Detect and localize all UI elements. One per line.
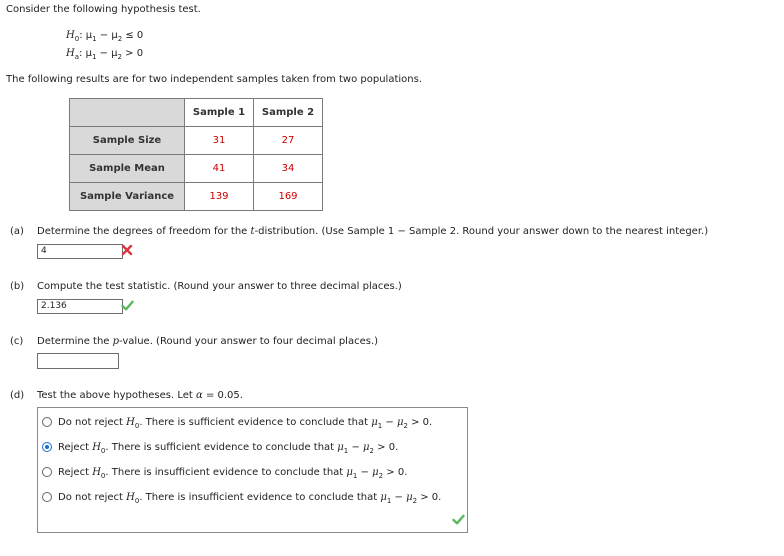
degrees-of-freedom-input[interactable]: 4 bbox=[37, 244, 123, 259]
alternative-hypothesis: $H_a$: $\mu_1 - \mu_2 > 0$ bbox=[66, 48, 144, 61]
radio-button[interactable] bbox=[42, 492, 52, 502]
intro-text: Consider the following hypothesis test. bbox=[6, 4, 201, 15]
results-text: The following results are for two independent samples taken from two populations. bbox=[6, 74, 423, 85]
question-d: (d) Test the above hypotheses. Let α = 0.05. bbox=[10, 390, 243, 401]
row-header-sample-size: Sample Size bbox=[70, 127, 185, 155]
question-b: (b) Compute the test statistic. (Round your answer to three decimal places.) bbox=[10, 281, 402, 292]
question-c: (c) Determine the p-value. (Round your answer to four decimal places.) bbox=[10, 336, 379, 347]
question-a-label: (a) bbox=[10, 226, 24, 237]
test-statistic-input[interactable]: 2.136 bbox=[37, 299, 123, 314]
sample-2-variance: 169 bbox=[254, 183, 323, 211]
check-mark-icon bbox=[452, 514, 465, 528]
table-header-row bbox=[70, 99, 323, 127]
option-do-not-reject-sufficient[interactable]: Do not reject $H_0$. There is sufficient evidence to conclude that $\mu_1 - \mu_2 > 0$. bbox=[42, 417, 432, 430]
table-row bbox=[70, 183, 323, 211]
sample-table bbox=[69, 98, 323, 211]
radio-button[interactable] bbox=[42, 417, 52, 427]
null-hypothesis: $H_0$: $\mu_1 - \mu_2 \le 0$ bbox=[66, 30, 144, 43]
row-header-sample-mean: Sample Mean bbox=[70, 155, 185, 183]
question-d-label: (d) bbox=[10, 390, 25, 401]
row-header-sample-variance: Sample Variance bbox=[70, 183, 185, 211]
radio-button[interactable] bbox=[42, 467, 52, 477]
col-header-sample-2: Sample 2 bbox=[254, 99, 323, 127]
check-mark-icon bbox=[121, 300, 134, 314]
option-do-not-reject-insufficient[interactable]: Do not reject $H_0$. There is insufficient evidence to conclude that $\mu_1 - \mu_2 > 0$. bbox=[42, 492, 441, 505]
sample-1-mean: 41 bbox=[185, 155, 254, 183]
col-header-sample-1: Sample 1 bbox=[185, 99, 254, 127]
option-reject-sufficient[interactable]: Reject $H_0$. There is sufficient evidence to conclude that $\mu_1 - \mu_2 > 0$. bbox=[42, 442, 398, 455]
table-row bbox=[70, 127, 323, 155]
sample-1-variance: 139 bbox=[185, 183, 254, 211]
sample-2-size: 27 bbox=[254, 127, 323, 155]
table-corner bbox=[70, 99, 185, 127]
x-mark-icon bbox=[121, 244, 133, 259]
question-b-label: (b) bbox=[10, 281, 25, 292]
p-value-input[interactable] bbox=[37, 353, 119, 369]
table-row bbox=[70, 155, 323, 183]
question-c-label: (c) bbox=[10, 336, 24, 347]
sample-2-mean: 34 bbox=[254, 155, 323, 183]
question-a: (a) Determine the degrees of freedom for the t-distribution. (Use Sample 1 − Sample 2. Round your answer down to the nearest integer.) bbox=[10, 226, 709, 237]
sample-1-size: 31 bbox=[185, 127, 254, 155]
option-reject-insufficient[interactable]: Reject $H_0$. There is insufficient evidence to conclude that $\mu_1 - \mu_2 > 0$. bbox=[42, 467, 407, 480]
radio-button-selected[interactable] bbox=[42, 442, 52, 452]
